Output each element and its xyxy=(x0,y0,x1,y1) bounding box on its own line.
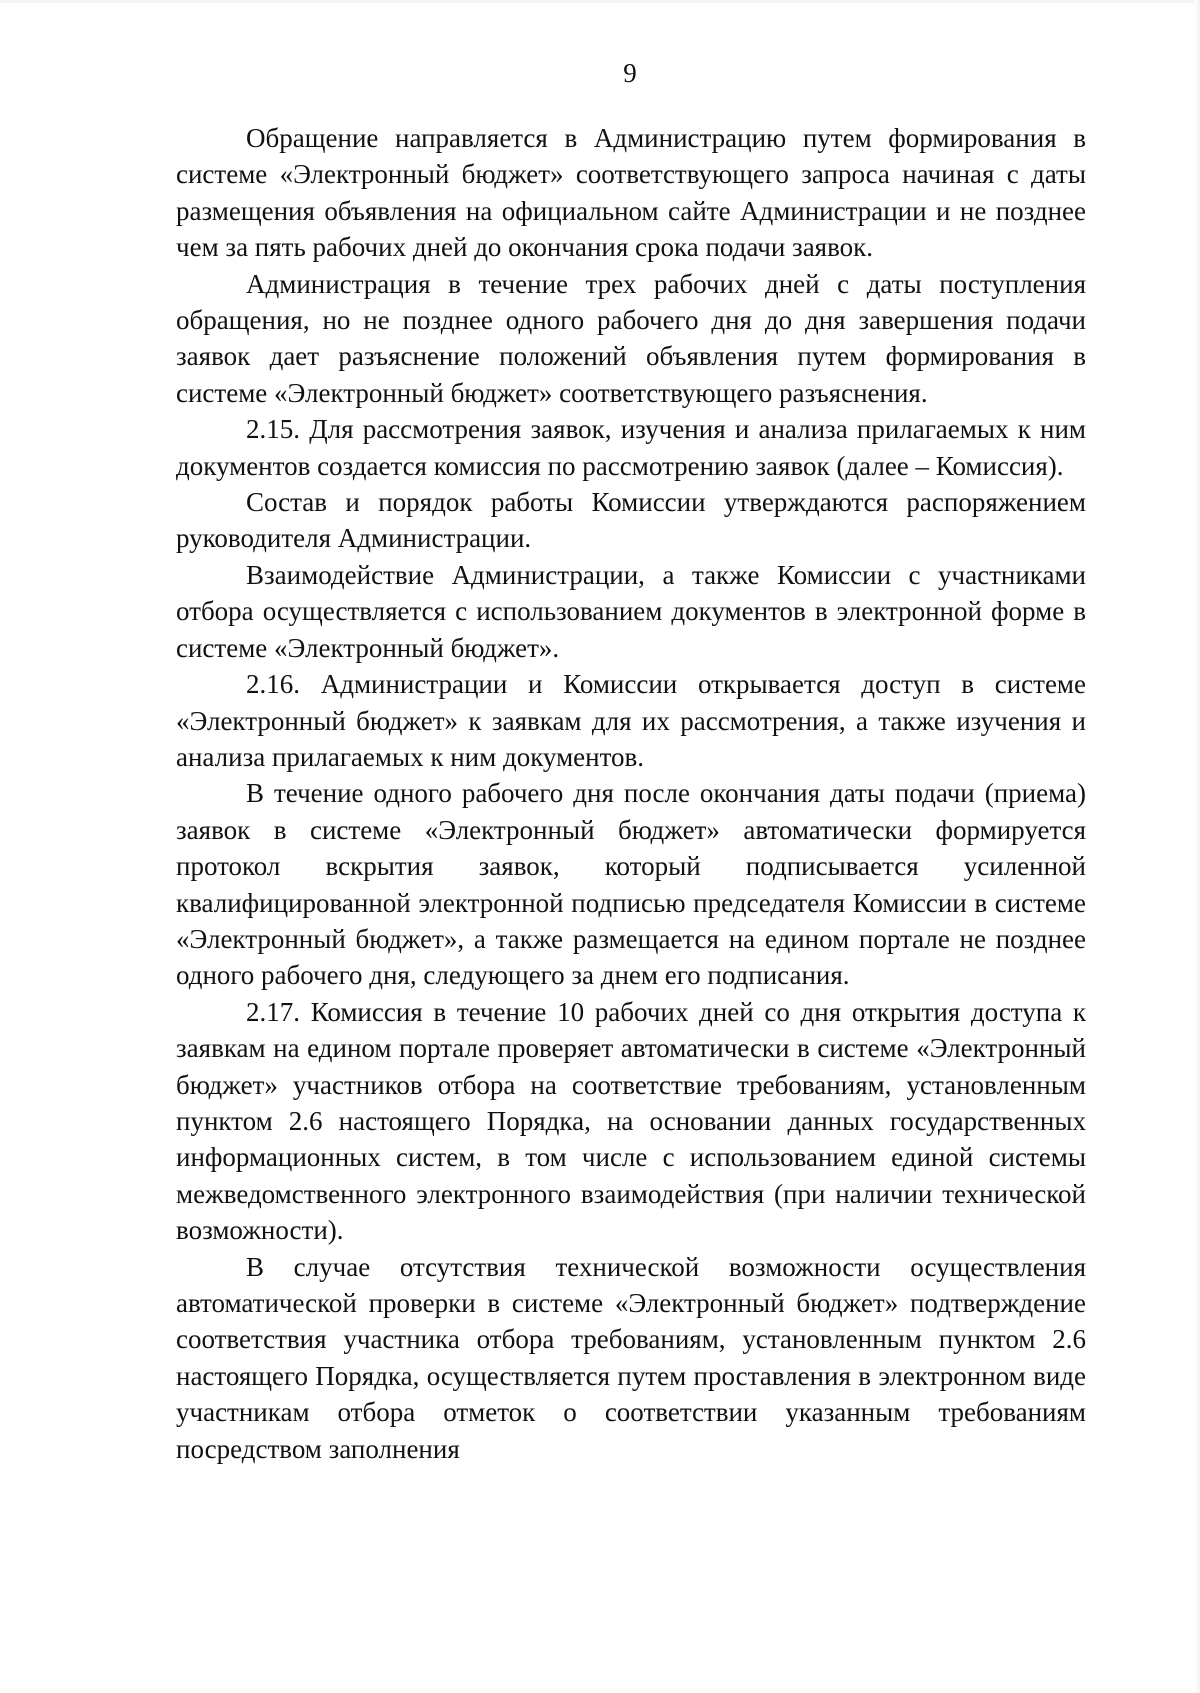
paragraph-2-17-verification: 2.17. Комиссия в течение 10 рабочих дней со дня открытия доступа к заявкам на едином портале проверяет автоматически в системе «Электронный бюджет» участников отбора на соответствие требованиям, установленным пунктом 2.6 настоящего Порядка, на основании данных государственных информационных систем, в том числе с использованием единой системы межведомственного электронного взаимодействия (при наличии технической возможности). xyxy=(176,996,1086,1246)
document-body xyxy=(176,120,1086,1467)
paragraph-manual-verification: В случае отсутствия технической возможности осуществления автоматической проверки в системе «Электронный бюджет» подтверждение соответствия участника отбора требованиям, установленным пунктом 2.6 настоящего Порядка, осуществляется путем проставления в электронном виде участникам отбора отметок о соответствии указанным требованиям посредством заполнения xyxy=(176,1251,1086,1464)
page-number: 9 xyxy=(623,58,637,88)
paragraph-commission-composition: Состав и порядок работы Комиссии утверждаются распоряжением руководителя Администрации. xyxy=(176,487,1086,554)
paragraph-administration-clarification: Администрация в течение трех рабочих дней с даты поступления обращения, но не позднее одного рабочего дня до дня завершения подачи заявок дает разъяснение положений объявления путем формирования в системе «Электронный бюджет» соответствующего разъяснения. xyxy=(176,268,1086,408)
paragraph-opening-protocol: В течение одного рабочего дня после окончания даты подачи (приема) заявок в системе «Электронный бюджет» автоматически формируется протокол вскрытия заявок, который подписывается усиленной квалифицированной электронной подписью председателя Комиссии в системе «Электронный бюджет», а также размещается на едином портале не позднее одного рабочего дня, следующего за днем его подписания. xyxy=(176,778,1086,991)
scan-edge-right xyxy=(1194,0,1200,1693)
paragraph-appeal-submission: Обращение направляется в Администрацию путем формирования в системе «Электронный бюджет» соответствующего запроса начиная с даты размещения объявления на официальном сайте Администрации и не позднее чем за пять рабочих дней до окончания срока подачи заявок. xyxy=(176,123,1086,263)
scan-edge-top xyxy=(0,0,1200,3)
paragraph-2-16-access: 2.16. Администрации и Комиссии открывается доступ в системе «Электронный бюджет» к заявкам для их рассмотрения, а также изучения и анализа прилагаемых к ним документов. xyxy=(176,669,1086,772)
paragraph-interaction: Взаимодействие Администрации, а также Комиссии с участниками отбора осуществляется с использованием документов в электронной форме в системе «Электронный бюджет». xyxy=(176,559,1086,663)
paragraph-2-15-commission: 2.15. Для рассмотрения заявок, изучения и анализа прилагаемых к ним документов создается комиссия по рассмотрению заявок (далее – Комиссия). xyxy=(176,414,1086,481)
